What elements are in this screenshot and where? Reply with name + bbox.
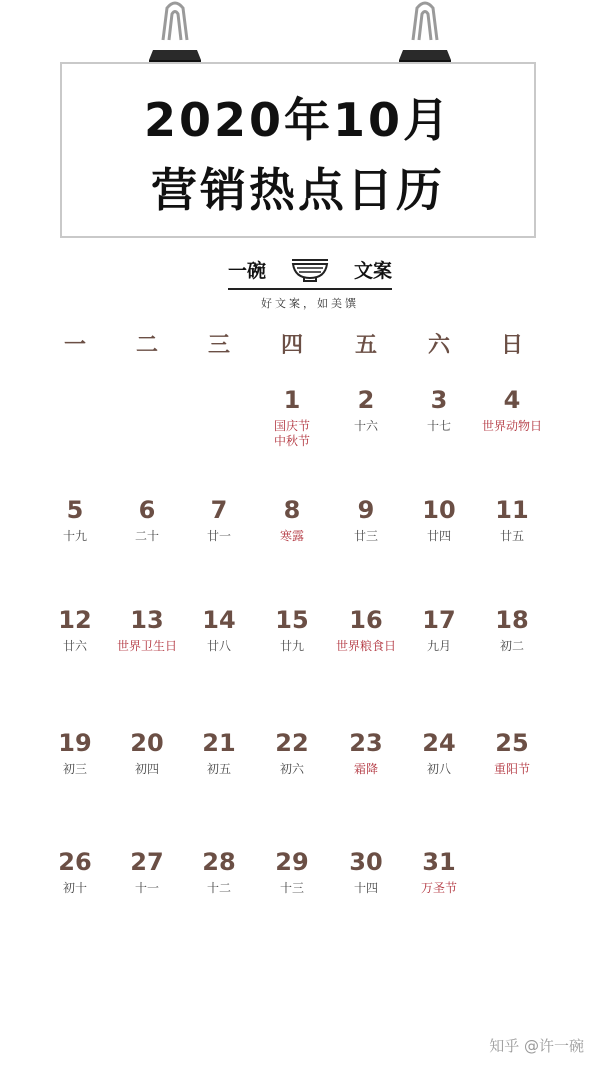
day-number: 12 xyxy=(58,606,92,634)
lunar-date-label: 初四 xyxy=(134,762,159,776)
brand-logo xyxy=(228,248,392,318)
day-number: 30 xyxy=(349,848,383,876)
day-number: 18 xyxy=(495,606,529,634)
lunar-date-label: 二十 xyxy=(134,529,159,543)
day-number: 17 xyxy=(422,606,456,634)
day-number: 8 xyxy=(283,496,301,524)
holiday-label: 霜降 xyxy=(353,762,378,776)
day-number: 24 xyxy=(422,729,456,757)
day-number: 27 xyxy=(130,848,164,876)
lunar-date-label: 十四 xyxy=(353,881,378,895)
day-cell xyxy=(467,385,557,434)
day-number: 20 xyxy=(130,729,164,757)
day-cell xyxy=(467,728,557,777)
day-number: 11 xyxy=(495,496,529,524)
day-number: 19 xyxy=(58,729,92,757)
day-number: 16 xyxy=(349,606,383,634)
brand-slogan: 好文案，如美馔 xyxy=(261,297,359,310)
lunar-date-label: 廿三 xyxy=(353,529,378,543)
day-number: 31 xyxy=(422,848,456,876)
day-number: 29 xyxy=(275,848,309,876)
weekday-label: 一 xyxy=(63,333,86,358)
brand-name xyxy=(228,254,392,284)
weekday-label: 六 xyxy=(427,333,450,358)
lunar-date-label: 十七 xyxy=(426,419,451,433)
day-number: 25 xyxy=(495,729,529,757)
holiday-label: 国庆节 xyxy=(273,419,310,433)
day-number: 7 xyxy=(210,496,228,524)
holiday-label: 世界卫生日 xyxy=(116,639,177,653)
lunar-date-label: 十六 xyxy=(353,419,378,433)
bowl-icon xyxy=(289,256,331,282)
day-number: 15 xyxy=(275,606,309,634)
day-number: 3 xyxy=(430,386,448,414)
day-number: 9 xyxy=(357,496,375,524)
weekday-label: 二 xyxy=(135,333,158,358)
day-cell xyxy=(467,495,557,544)
title-year-month: 2020年10月 xyxy=(143,93,453,147)
lunar-date-label: 十一 xyxy=(134,881,159,895)
weekday-label: 日 xyxy=(500,333,523,358)
holiday-label: 寒露 xyxy=(279,529,304,543)
lunar-date-label: 初三 xyxy=(62,762,87,776)
holiday-label: 中秋节 xyxy=(273,434,310,448)
brand-name-right: 文案 xyxy=(353,259,392,282)
lunar-date-label: 初二 xyxy=(499,639,524,653)
day-number: 2 xyxy=(357,386,375,414)
lunar-date-label: 廿九 xyxy=(279,639,304,653)
title-subtitle: 营销热点日历 xyxy=(151,163,445,217)
day-cell xyxy=(467,605,557,654)
holiday-label: 世界粮食日 xyxy=(335,639,396,653)
brand-divider xyxy=(228,288,392,290)
weekday-label: 四 xyxy=(280,333,303,358)
lunar-date-label: 十九 xyxy=(62,529,87,543)
day-number: 6 xyxy=(138,496,156,524)
day-number: 21 xyxy=(202,729,236,757)
lunar-date-label: 初十 xyxy=(62,881,87,895)
watermark: 知乎 @许一碗 xyxy=(489,1037,584,1055)
lunar-date-label: 廿五 xyxy=(499,529,524,543)
weekday-label: 三 xyxy=(207,333,230,358)
day-cell xyxy=(394,847,484,896)
brand-name-left: 一碗 xyxy=(228,259,267,282)
lunar-date-label: 十二 xyxy=(206,881,231,895)
holiday-label: 万圣节 xyxy=(420,881,457,895)
day-number: 13 xyxy=(130,606,164,634)
lunar-date-label: 廿一 xyxy=(206,529,231,543)
day-number: 23 xyxy=(349,729,383,757)
lunar-date-label: 廿八 xyxy=(206,639,231,653)
day-number: 10 xyxy=(422,496,456,524)
lunar-date-label: 初五 xyxy=(206,762,231,776)
day-number: 28 xyxy=(202,848,236,876)
day-number: 4 xyxy=(503,386,521,414)
day-number: 1 xyxy=(283,386,301,414)
holiday-label: 重阳节 xyxy=(493,762,530,776)
day-number: 26 xyxy=(58,848,92,876)
day-number: 14 xyxy=(202,606,236,634)
lunar-date-label: 十三 xyxy=(279,881,304,895)
holiday-label: 世界动物日 xyxy=(481,419,542,433)
lunar-date-label: 廿四 xyxy=(426,529,451,543)
day-number: 22 xyxy=(275,729,309,757)
weekday-label: 五 xyxy=(354,333,377,358)
day-number: 5 xyxy=(66,496,84,524)
lunar-date-label: 初六 xyxy=(279,762,304,776)
lunar-date-label: 初八 xyxy=(426,762,451,776)
lunar-date-label: 九月 xyxy=(426,639,451,653)
title-board xyxy=(60,62,536,238)
lunar-date-label: 廿六 xyxy=(62,639,87,653)
